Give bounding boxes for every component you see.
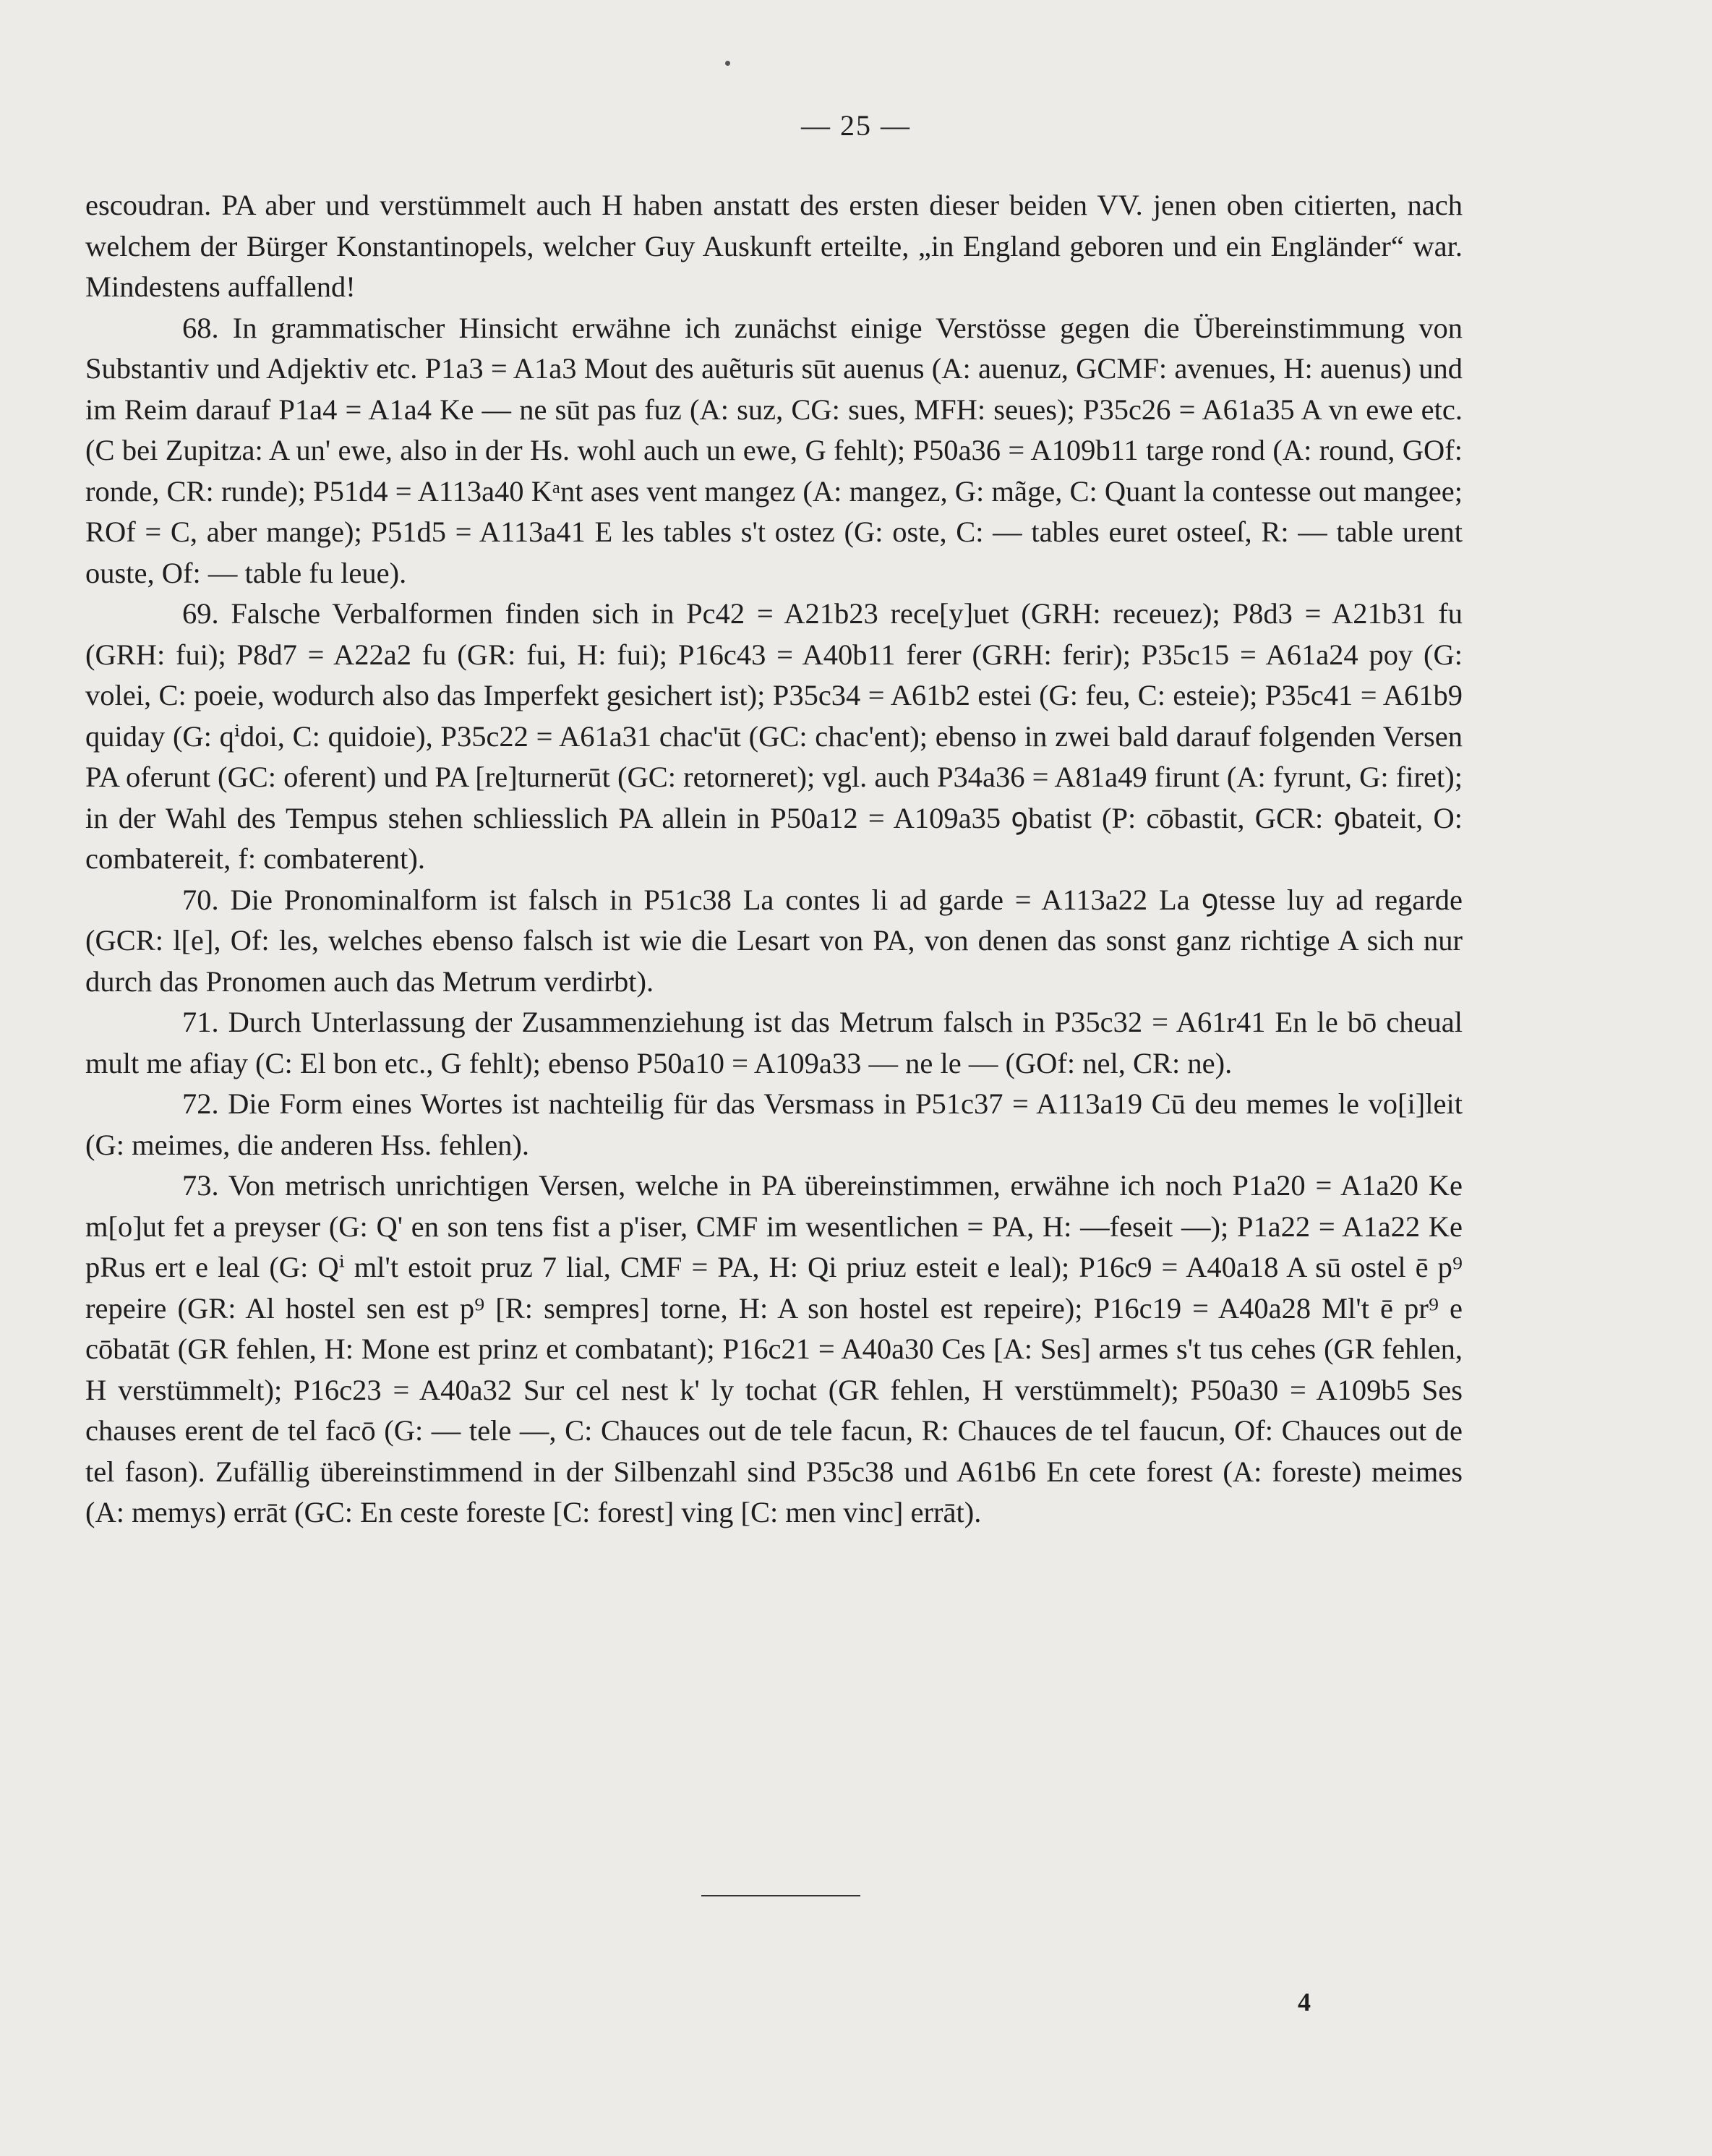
- print-speck: [725, 61, 730, 66]
- paragraph-73: 73. Von metrisch unrichtigen Versen, welche in PA übereinstimmen, erwähne ich noch P1a20 = A1a20 Ke m[o]ut fet a preyser (G: Q' en son tens fist a p'iser, CMF im wesentlichen = PA, H: —feseit —); P1a22 = A1a22 Ke pRus ert e leal (G: Qⁱ ml't estoit pruz 7 lial, CMF = PA, H: Qi priuz esteit e leal); P16c9 = A40a18 A sū ostel ē p⁹ repeire (GR: Al hostel sen est p⁹ [R: sempres] torne, H: A son hostel est repeire); P16c19 = A40a28 Ml't ē pr⁹ e cōbatāt (GR fehlen, H: Mone est prinz et combatant); P16c21 = A40a30 Ces [A: Ses] armes s't tus cehes (GR fehlen, H verstümmelt); P16c23 = A40a32 Sur cel nest k' ly tochat (GR fehlen, H verstümmelt); P50a30 = A109b5 Ses chauses erent de tel facō (G: — tele —, C: Chauces out de tele facun, R: Chauces de tel faucun, Of: Chauces out de tel fason). Zufällig übereinstimmend in der Silbenzahl sind P35c38 und A61b6 En cete forest (A: foreste) meimes (A: memys) errāt (GC: En ceste foreste [C: forest] ving [C: men vinc] errāt).: [85, 1169, 1463, 1528]
- paragraph-70: 70. Die Pronominalform ist falsch in P51c38 La contes li ad garde = A113a22 La ꝯtesse luy ad regarde (GCR: l[e], Of: les, welches ebenso falsch ist wie die Lesart von PA, von denen das sonst ganz richtige A sich nur durch das Pronomen auch das Metrum verdirbt).: [85, 883, 1463, 998]
- page-number: — 25 —: [801, 109, 911, 142]
- paragraph-71: 71. Durch Unterlassung der Zusammenziehung ist das Metrum falsch in P35c32 = A61r41 En le bō cheual mult me afiay (C: El bon etc., G fehlt); ebenso P50a10 = A109a33 — ne le — (GOf: nel, CR: ne).: [85, 1006, 1463, 1079]
- paragraph-72: 72. Die Form eines Wortes ist nachteilig für das Versmass in P51c37 = A113a19 Cū deu memes le vo[i]leit (G: meimes, die anderen Hss. fehlen).: [85, 1087, 1463, 1161]
- paragraph-continuation: escoudran. PA aber und verstümmelt auch H haben anstatt des ersten dieser beiden VV. jenen oben citierten, nach welchem der Bürger Konstantinopels, welcher Guy Auskunft erteilte, „in England geboren und ein Engländer“ war. Mindestens auffallend!: [85, 189, 1463, 303]
- end-rule: [701, 1895, 860, 1896]
- body-text: [85, 185, 1463, 1533]
- signature-mark: 4: [1298, 1988, 1311, 2016]
- paragraph-69: 69. Falsche Verbalformen finden sich in Pc42 = A21b23 rece[y]uet (GRH: receuez); P8d3 = A21b31 fu (GRH: fui); P8d7 = A22a2 fu (GR: fui, H: fui); P16c43 = A40b11 ferer (GRH: ferir); P35c15 = A61a24 poy (G: volei, C: poeie, wodurch also das Imperfekt gesichert ist); P35c34 = A61b2 estei (G: feu, C: esteie); P35c41 = A61b9 quiday (G: qⁱdoi, C: quidoie), P35c22 = A61a31 chac'ūt (GC: chac'ent); ebenso in zwei bald darauf folgenden Versen PA oferunt (GC: oferent) und PA [re]turnerūt (GC: retorneret); vgl. auch P34a36 = A81a49 firunt (A: fyrunt, G: firet); in der Wahl des Tempus stehen schliesslich PA allein in P50a12 = A109a35 ꝯbatist (P: cōbastit, GCR: ꝯbateit, O: combatereit, f: combaterent).: [85, 597, 1463, 875]
- paragraph-68: 68. In grammatischer Hinsicht erwähne ich zunächst einige Verstösse gegen die Übereinstimmung von Substantiv und Adjektiv etc. P1a3 = A1a3 Mout des auẽturis sūt auenus (A: auenuz, GCMF: avenues, H: auenus) und im Reim darauf P1a4 = A1a4 Ke — ne sūt pas fuz (A: suz, CG: sues, MFH: seues); P35c26 = A61a35 A vn ewe etc. (C bei Zupitza: A un' ewe, also in der Hs. wohl auch un ewe, G fehlt); P50a36 = A109b11 targe rond (A: round, GOf: ronde, CR: runde); P51d4 = A113a40 Kᵃnt ases vent mangez (A: mangez, G: mãge, C: Quant la contesse out mangee; ROf = C, aber mange); P51d5 = A113a41 E les tables s't ostez (G: oste, C: — tables euret osteeſ, R: — table urent ouste, Of: — table fu leue).: [85, 311, 1463, 589]
